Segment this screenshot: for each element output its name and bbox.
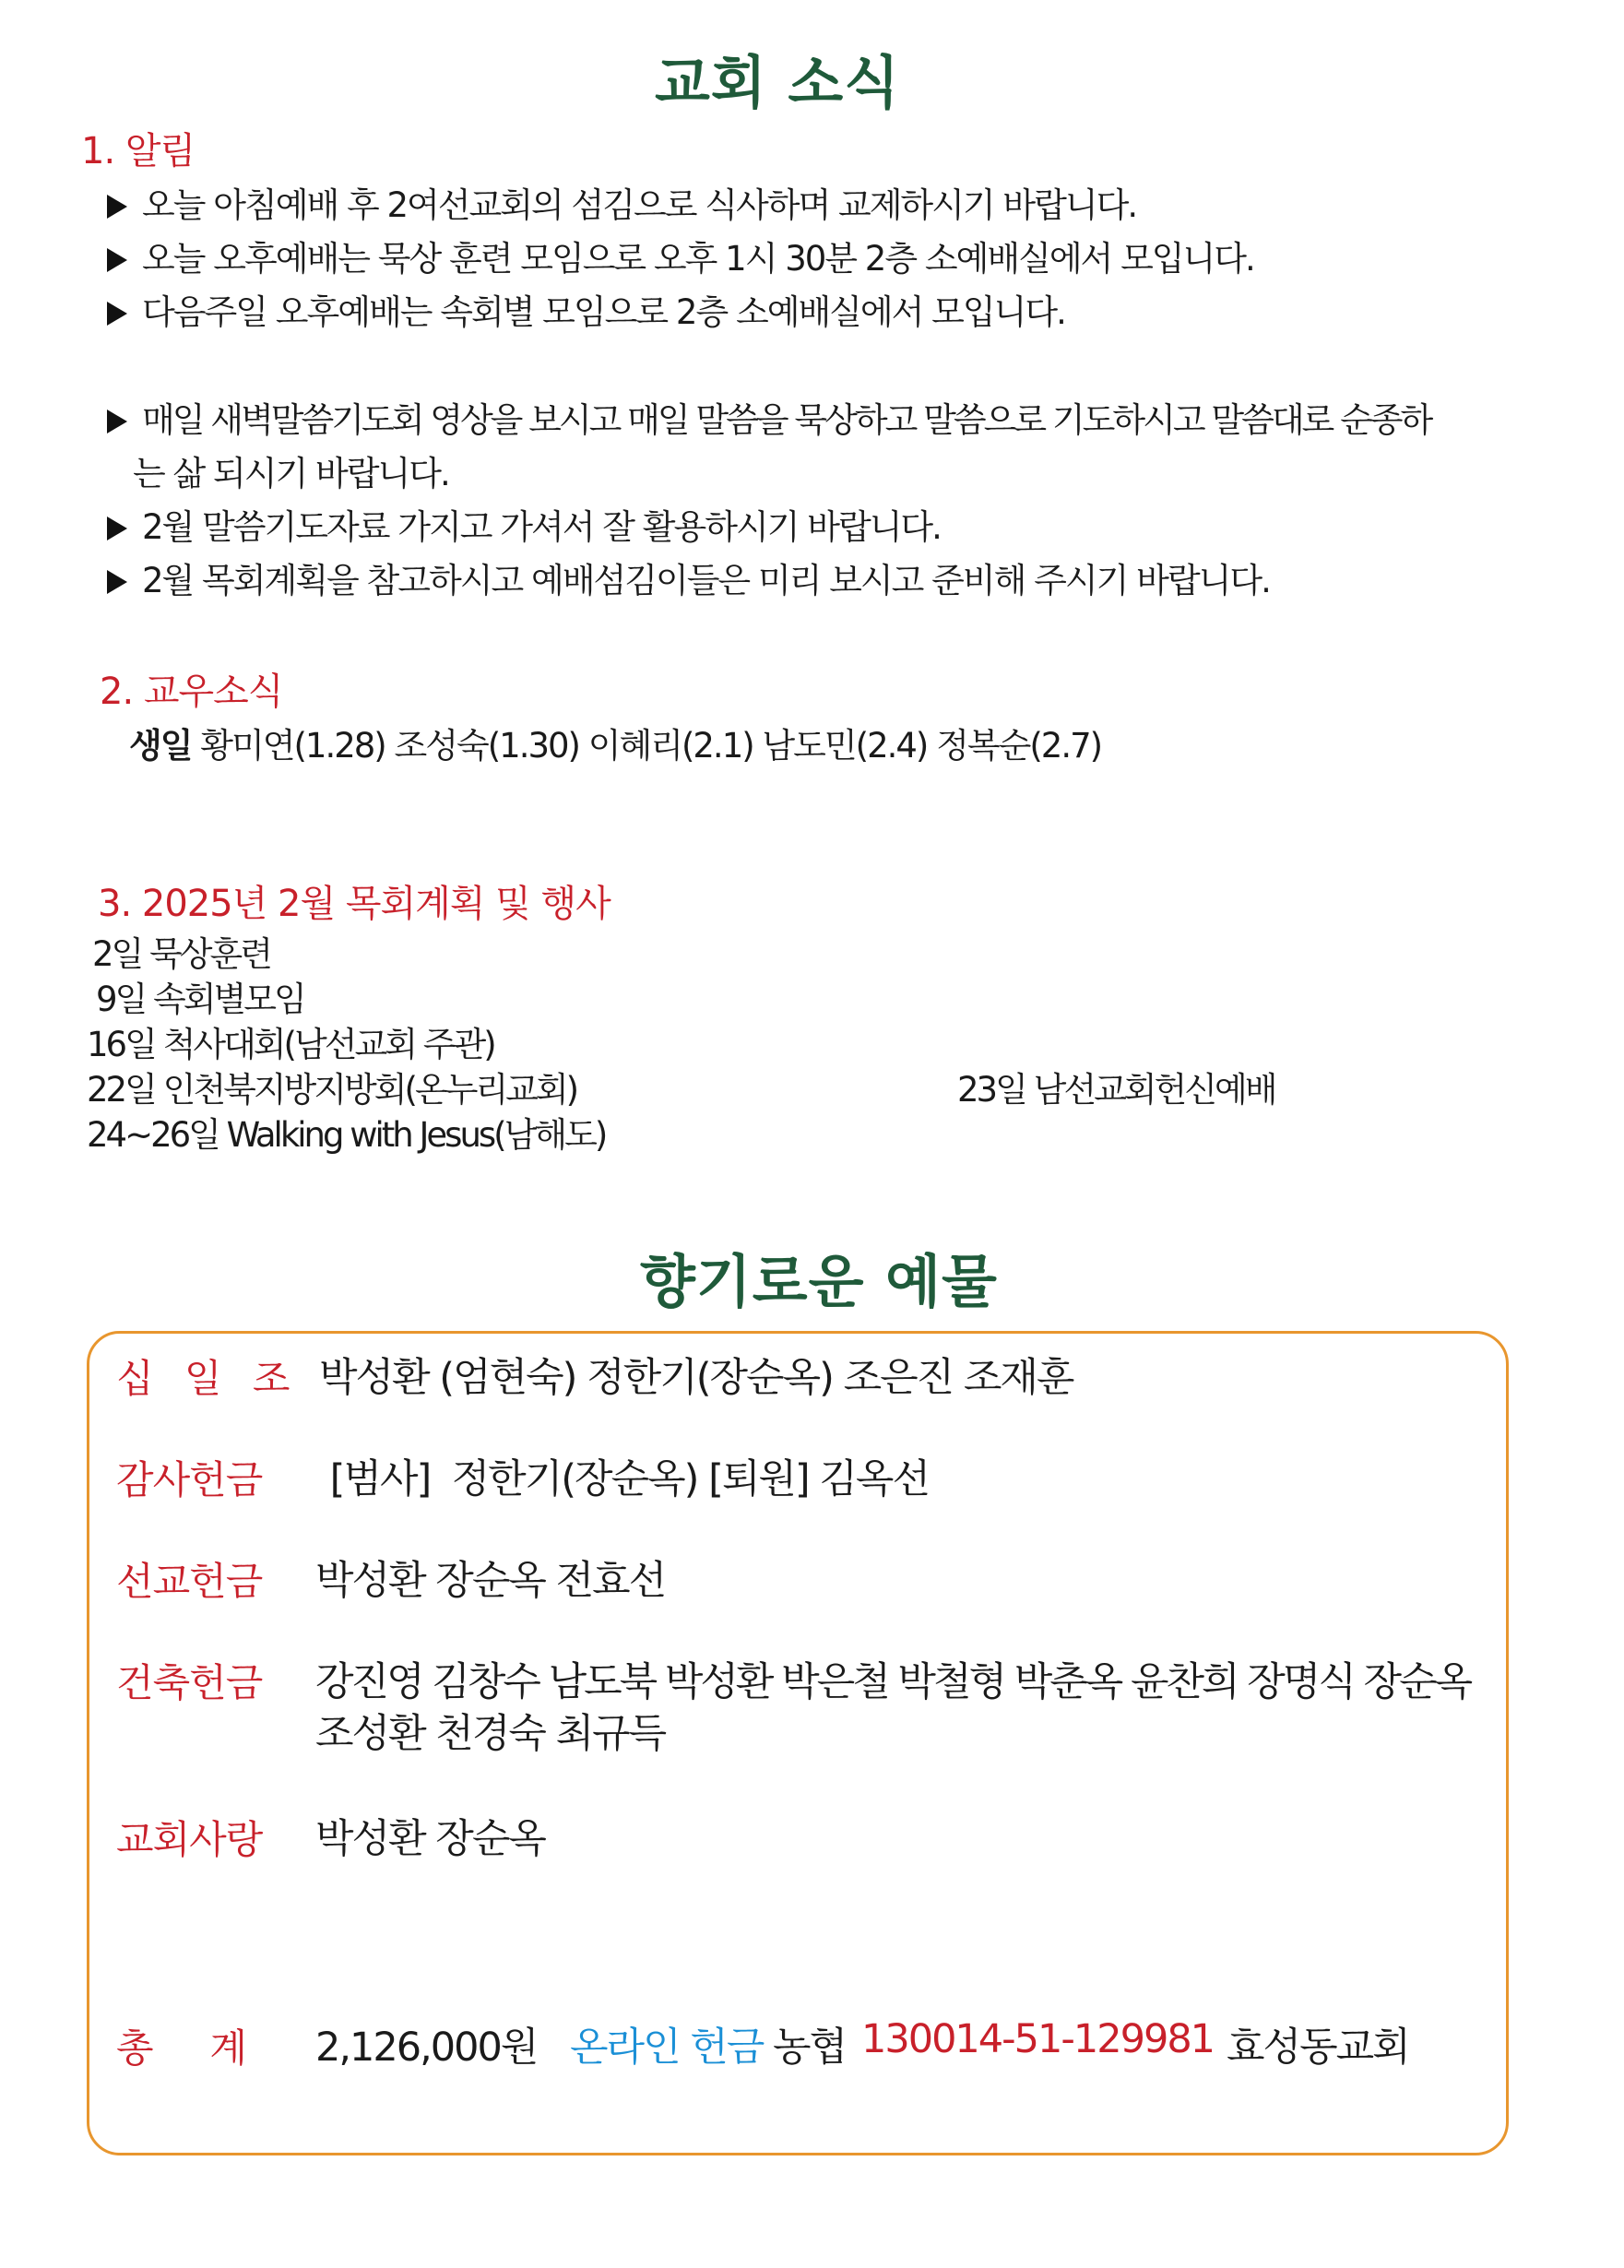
account-holder: 효성동교회 [1227, 2025, 1409, 2071]
offering-title: 향기로운 예물 [640, 1248, 998, 1315]
bank-name: 농협 [773, 2025, 847, 2071]
birthday-label: 생일 [129, 726, 192, 766]
total-label: 총 계 [116, 2025, 246, 2071]
offering-value: [범사] 정한기(장순옥) [퇴원] 김옥선 [319, 1456, 929, 1502]
total-amount: 2,126,000원 [315, 2025, 538, 2071]
page-title: 교회 소식 [655, 49, 901, 116]
plan-event: 9일 속회별모임 [96, 980, 304, 1019]
notice-item: 다음주일 오후예배는 속회별 모임으로 2층 소예배실에서 모입니다. [107, 284, 1065, 334]
offering-value: 박성환 장순옥 전효선 [315, 1558, 666, 1604]
bullet-triangle-icon [107, 248, 127, 272]
plan-event-right: 23일 남선교회헌신예배 [957, 1070, 1275, 1110]
account-number: 130014-51-129981 [861, 2016, 1215, 2062]
bullet-triangle-icon [107, 570, 127, 594]
bullet-triangle-icon [107, 517, 127, 540]
members-heading: 2. 교우소식 [100, 671, 283, 713]
notice-item: 2월 말씀기도자료 가지고 가셔서 잘 활용하시기 바랍니다. [107, 499, 941, 549]
birthday-line [129, 718, 1101, 767]
plan-event: 16일 척사대회(남선교회 주관) [87, 1025, 494, 1064]
plan-heading: 3. 2025년 2월 목회계획 및 행사 [98, 883, 610, 925]
notice-item: 오늘 아침예배 후 2여선교회의 섬김으로 식사하며 교제하시기 바랍니다. [107, 177, 1136, 227]
offering-value: 박성환 장순옥 [315, 1816, 545, 1862]
bullet-triangle-icon [107, 410, 127, 433]
notice-item: 2월 목회계획을 참고하시고 예배섬김이들은 미리 보시고 준비해 주시기 바랍니다. [107, 552, 1270, 602]
online-offering-label: 온라인 헌금 [570, 2025, 764, 2071]
offering-label: 십 일 조 [116, 1356, 300, 1401]
notice-item-continuation: 는 삶 되시기 바랍니다. [133, 454, 449, 493]
birthday-list: 황미연(1.28) 조성숙(1.30) 이혜리(2.1) 남도민(2.4) 정복순(2.7) [200, 726, 1102, 766]
notice-item: 매일 새벽말씀기도회 영상을 보시고 매일 말씀을 묵상하고 말씀으로 기도하시고 말씀대로 순종하 [107, 392, 1430, 442]
offering-value-cont: 조성환 천경숙 최규득 [315, 1711, 666, 1757]
offering-label: 선교헌금 [116, 1559, 263, 1604]
offering-label: 교회사랑 [116, 1817, 263, 1862]
plan-event: 24~26일 Walking with Jesus(남해도) [87, 1115, 606, 1155]
notice-item: 오늘 오후예배는 묵상 훈련 모임으로 오후 1시 30분 2층 소예배실에서 모입니다. [107, 231, 1254, 280]
plan-event: 2일 묵상훈련 [92, 934, 271, 974]
offering-value: 박성환 (엄현숙) 정한기(장순옥) 조은진 조재훈 [319, 1355, 1073, 1401]
offering-label: 감사헌금 [116, 1457, 263, 1502]
bullet-triangle-icon [107, 302, 127, 326]
bullet-triangle-icon [107, 195, 127, 219]
offering-value: 강진영 김창수 남도북 박성환 박은철 박철형 박춘옥 윤찬희 장명식 장순옥 [315, 1659, 1471, 1705]
plan-event: 22일 인천북지방지방회(온누리교회) [87, 1070, 577, 1110]
notice-heading: 1. 알림 [81, 130, 196, 172]
offering-label: 건축헌금 [116, 1660, 263, 1705]
